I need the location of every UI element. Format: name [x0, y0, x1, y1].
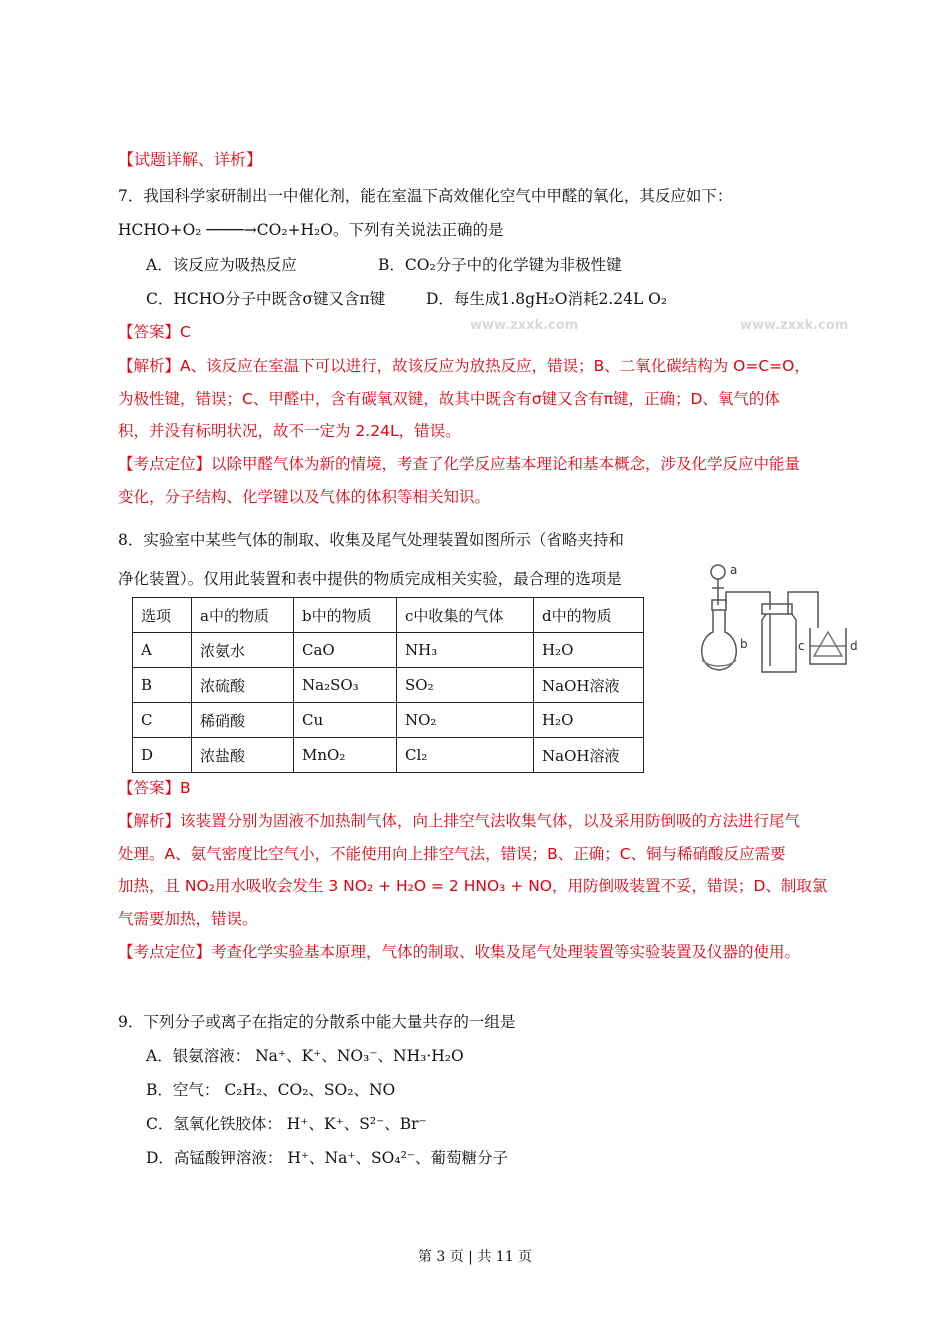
table-row	[133, 703, 644, 738]
funnel-a	[711, 565, 725, 579]
table-header-cell: b中的物质	[294, 598, 397, 633]
q7-stem-line-2: HCHO+O₂ ────→CO₂+H₂O。下列有关说法正确的是	[118, 221, 504, 239]
apparatus-diagram	[690, 560, 870, 680]
table-cell: NO₂	[397, 703, 534, 738]
label-c: c	[798, 639, 805, 653]
q7-point-line-2: 变化，分子结构、化学键以及气体的体积等相关知识。	[118, 488, 491, 506]
q7-analysis-line-3: 积，并没有标明状况，故不一定为 2.24L，错误。	[118, 422, 461, 440]
table-cell: A	[133, 633, 192, 668]
table-row	[133, 633, 644, 668]
table-header-row	[133, 598, 644, 633]
q8-analysis-line-1: 【解析】该装置分别为固液不加热制气体，向上排空气法收集气体，以及采用防倒吸的方法进行尾气	[118, 812, 801, 830]
table-cell: 浓氨水	[192, 633, 294, 668]
table-cell: NH₃	[397, 633, 534, 668]
q9-option-b: B．空气： C₂H₂、CO₂、SO₂、NO	[146, 1081, 396, 1099]
table-cell: Na₂SO₃	[294, 668, 397, 703]
q9-option-a: A．银氨溶液： Na⁺、K⁺、NO₃⁻、NH₃·H₂O	[146, 1047, 464, 1065]
q9-stem: 9．下列分子或离子在指定的分散系中能大量共存的一组是	[118, 1013, 516, 1031]
table-cell: B	[133, 668, 192, 703]
q8-answer: 【答案】B	[118, 779, 191, 797]
q7-option-c: C．HCHO分子中既含σ键又含π键	[146, 290, 386, 308]
page-footer: 第 3 页 | 共 11 页	[417, 1249, 533, 1265]
watermark: www.zxxk.com	[740, 318, 849, 333]
tube-1	[726, 592, 770, 610]
q7-option-b: B．CO₂分子中的化学键为非极性键	[378, 256, 622, 274]
q7-point-line-1: 【考点定位】以除甲醛气体为新的情境，考查了化学反应基本理论和基本概念，涉及化学反应中能量	[118, 455, 801, 473]
table-header-cell: a中的物质	[192, 598, 294, 633]
table-row	[133, 738, 644, 773]
table-cell: 浓硫酸	[192, 668, 294, 703]
q8-point: 【考点定位】考查化学实验基本原理，气体的制取、收集及尾气处理装置等实验装置及仪器的使用。	[118, 943, 801, 961]
table-cell: Cu	[294, 703, 397, 738]
table-cell: SO₂	[397, 668, 534, 703]
q7-stem-line-1: 7．我国科学家研制出一中催化剂，能在室温下高效催化空气中甲醛的氧化，其反应如下：	[118, 187, 733, 205]
table-header-cell: c中收集的气体	[397, 598, 534, 633]
table-cell: D	[133, 738, 192, 773]
q8-stem-line-1: 8．实验室中某些气体的制取、收集及尾气处理装置如图所示（省略夹持和	[118, 531, 624, 549]
table-cell: MnO₂	[294, 738, 397, 773]
q8-analysis-line-4: 气需要加热，错误。	[118, 910, 258, 928]
q8-analysis-line-2: 处理。A、氨气密度比空气小，不能使用向上排空气法，错误；B、正确；C、铜与稀硝酸反应需要	[118, 845, 786, 863]
table-cell: CaO	[294, 633, 397, 668]
table-cell: H₂O	[534, 633, 644, 668]
q7-option-a: A．该反应为吸热反应	[146, 256, 297, 274]
label-a: a	[730, 563, 738, 577]
table-cell: NaOH溶液	[534, 738, 644, 773]
q8-table	[132, 597, 644, 773]
flask-stopper	[712, 600, 726, 610]
table-cell: H₂O	[534, 703, 644, 738]
q8-analysis-line-3: 加热，且 NO₂用水吸收会发生 3 NO₂ + H₂O = 2 HNO₃ + NO，用防倒吸装置不妥，错误；D、制取氯	[118, 877, 828, 895]
table-cell: NaOH溶液	[534, 668, 644, 703]
table-cell: 浓盐酸	[192, 738, 294, 773]
bottle-c	[762, 614, 796, 672]
q7-option-d: D．每生成1.8gH₂O消耗2.24L O₂	[426, 290, 668, 308]
label-d: d	[850, 639, 858, 653]
label-b: b	[740, 637, 748, 651]
table-cell: Cl₂	[397, 738, 534, 773]
table-row	[133, 668, 644, 703]
q8-stem-line-2: 净化装置）。仅用此装置和表中提供的物质完成相关实验，最合理的选项是	[118, 570, 622, 588]
section-title: 【试题详解、详析】	[118, 150, 263, 169]
table-header-cell: d中的物质	[534, 598, 644, 633]
watermark: www.zxxk.com	[470, 318, 579, 333]
flask-b	[702, 610, 737, 670]
table-cell: C	[133, 703, 192, 738]
table-cell: 稀硝酸	[192, 703, 294, 738]
q7-analysis-line-2: 为极性键，错误；C、甲醛中，含有碳氧双键，故其中既含有σ键又含有π键，正确；D、氧气的体	[118, 390, 780, 408]
q9-option-c: C．氢氧化铁胶体： H⁺、K⁺、S²⁻、Br⁻	[146, 1115, 427, 1133]
table-header-cell: 选项	[133, 598, 192, 633]
q9-option-d: D．高锰酸钾溶液： H⁺、Na⁺、SO₄²⁻、葡萄糖分子	[146, 1149, 508, 1167]
q7-analysis-line-1: 【解析】A、该反应在室温下可以进行，故该反应为放热反应，错误；B、二氧化碳结构为 O=C=O，	[118, 357, 810, 375]
q7-answer: 【答案】C	[118, 323, 191, 341]
